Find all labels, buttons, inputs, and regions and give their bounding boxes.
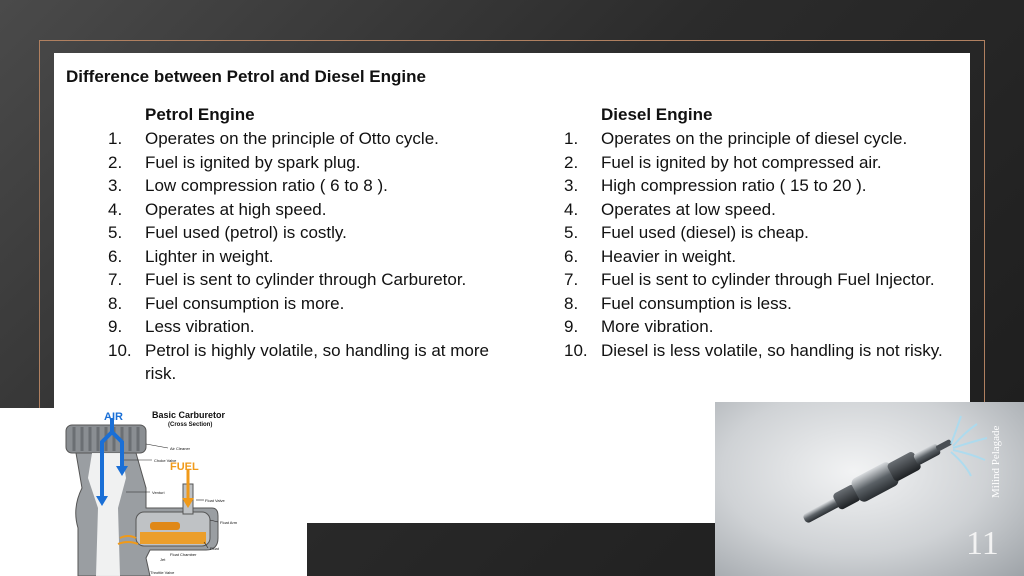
petrol-list-item [108,221,508,245]
item-number: 6. [108,246,123,266]
item-text: More vibration. [601,317,714,336]
item-number: 7. [564,270,579,289]
petrol-list-item [108,198,508,222]
item-number: 7. [108,270,123,289]
diesel-list-item [564,245,964,269]
diesel-list-item [564,315,964,339]
item-text: Fuel consumption is less. [601,293,792,313]
petrol-column [108,105,508,386]
item-text: Less vibration. [145,317,255,336]
item-text: Diesel is less volatile, so handling is not risky. [601,340,943,360]
part-label-throttle-valve: Throttle Valve [150,570,175,575]
item-number: 2. [108,152,123,172]
diesel-list-item [564,151,964,175]
petrol-list-item [108,151,508,175]
item-text: Fuel consumption is more. [145,293,345,313]
part-label-float-valve: Float Valve [205,498,225,503]
diesel-list-item [564,339,964,363]
diesel-list-item [564,268,964,292]
diesel-list-item [564,127,964,151]
item-text: Lighter in weight. [145,246,274,266]
item-text: Fuel is sent to cylinder through Fuel Injector. [601,270,935,289]
part-label-venturi: Venturi [152,490,165,495]
diesel-column [564,105,964,362]
petrol-list-item [108,245,508,269]
item-number: 4. [108,199,123,219]
item-number: 10. [108,340,132,360]
item-number: 5. [564,223,579,242]
diesel-list-item [564,174,964,198]
item-text: Operates on the principle of Otto cycle. [145,129,439,148]
petrol-heading: Petrol Engine [145,105,255,124]
diesel-list-item [564,292,964,316]
item-text: Fuel used (petrol) is costly. [145,223,347,242]
item-number: 1. [108,129,123,148]
air-label: AIR [104,411,123,423]
photo-credit: Milind Pelagade [990,425,1002,498]
item-text: Heavier in weight. [601,246,737,266]
item-number: 2. [564,152,579,172]
item-number: 3. [108,176,123,195]
petrol-list-item [108,268,508,292]
item-text: High compression ratio ( 15 to 20 ). [601,176,867,195]
fuel-label: FUEL [170,461,199,473]
item-text: Fuel is sent to cylinder through Carburetor. [145,270,467,289]
carburetor-cross-section-illustration [0,408,307,576]
part-label-float-arm: Float Arm [220,520,238,525]
petrol-list [108,127,508,386]
slide-title: Difference between Petrol and Diesel Engine [66,67,426,86]
item-text: Operates on the principle of diesel cycle. [601,129,908,148]
item-text: Petrol is highly volatile, so handling is at more risk. [145,340,489,383]
part-label-air-cleaner: Air Cleaner [170,446,191,451]
item-number: 8. [564,293,579,313]
item-number: 8. [108,293,123,313]
item-text: Fuel is ignited by spark plug. [145,152,361,172]
diagram-title: Basic Carburetor [152,410,226,420]
item-number: 1. [564,129,579,148]
item-number: 9. [108,317,123,336]
item-number: 10. [564,340,588,360]
part-label-jet: Jet [160,557,166,562]
petrol-list-item [108,292,508,316]
petrol-list-item [108,339,508,386]
petrol-list-item [108,174,508,198]
item-number: 9. [564,317,579,336]
part-label-choke-valve: Choke Valve [154,458,177,463]
diesel-heading: Diesel Engine [601,105,713,124]
item-text: Operates at high speed. [145,199,327,219]
page-number: 11 [966,525,999,562]
item-number: 4. [564,199,579,219]
petrol-list-item [108,315,508,339]
item-text: Low compression ratio ( 6 to 8 ). [145,176,388,195]
diesel-list-item [564,198,964,222]
item-number: 5. [108,223,123,242]
part-label-float: Float [210,546,219,551]
diesel-list-item [564,221,964,245]
diagram-subtitle: (Cross Section) [168,422,213,428]
item-number: 3. [564,176,579,195]
item-text: Fuel is ignited by hot compressed air. [601,152,882,172]
part-label-float-chamber: Float Chamber [170,552,197,557]
item-text: Fuel used (diesel) is cheap. [601,223,809,242]
item-text: Operates at low speed. [601,199,776,219]
item-number: 6. [564,246,579,266]
carburetor-diagram [0,408,307,576]
diesel-list [564,127,964,362]
petrol-list-item [108,127,508,151]
